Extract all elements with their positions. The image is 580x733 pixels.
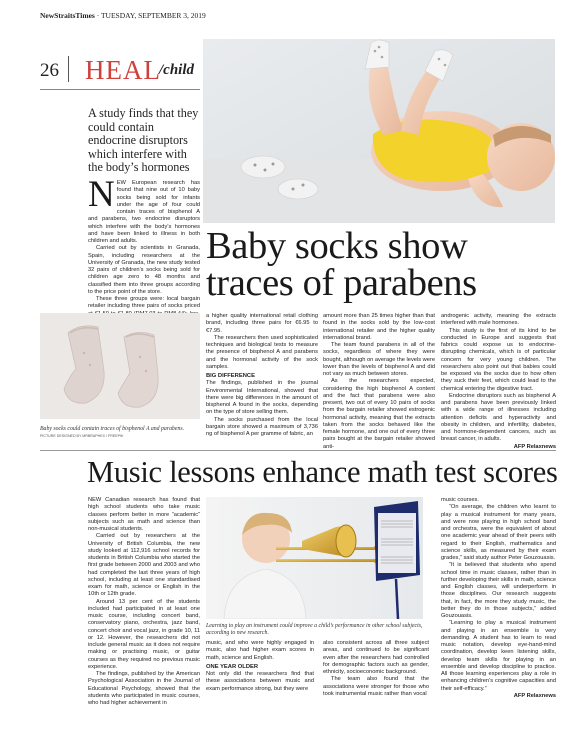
article1-paragraph: The findings, published in the journal Environmental International, showed that there were big differences in the amount of bisphenol A found in the socks, depending on the type of store selling them. — [206, 380, 318, 416]
article2-byline: AFP Relaxnews — [513, 692, 556, 699]
socks-photo-credit: PICTURE DESIGNED BY MRBRAPHEX / FREEPIK — [40, 434, 124, 438]
article2-paragraph: The team also found that the associations were stronger for those who took instrumental music rather than vocal — [323, 676, 429, 697]
article1-headline — [206, 225, 556, 304]
article2-paragraph: “Learning to play a musical instrument and playing in an ensemble is very demanding. A student has to learn to read music notation, develop eye-hand-mind coordination, develop keen listening skills, develop team skills for playing in an ensemble and develop discipline to practice. All those learning experiences play a role in enhancing children’s cognitive capacities and their self-efficacy.” — [441, 620, 556, 692]
article2-paragraph: also consistent across all three subject areas, and continued to be significant even after the researchers had controlled for demographic factors such as gender, ethnicity, socioeconomic background. — [323, 640, 429, 675]
music-photo-caption: Learning to play an instrument could improve a child’s performance in other school subjects, according to new research. — [206, 623, 423, 637]
article1-paragraph: The team found parabens in all of the socks, regardless of where they were bought, although on average the levels were lower than the levels of bisphenol A and did not vary as much between stores. — [323, 342, 435, 377]
article1-column-3 — [323, 313, 435, 451]
article1-headline-line1: Baby socks show — [206, 225, 468, 267]
article1-byline: AFP Relaxnews — [513, 443, 556, 450]
socks-photo-illustration — [40, 313, 200, 419]
section-divider — [68, 56, 69, 82]
article2-subhead: ONE YEAR OLDER — [206, 663, 259, 670]
article2-headline: Music lessons enhance math test scores — [87, 455, 558, 489]
article2-byline-row — [441, 693, 556, 700]
socks-photo — [40, 313, 200, 419]
section-subname: /child — [159, 62, 195, 78]
baby-photo-illustration — [203, 39, 555, 223]
music-photo-illustration — [206, 497, 423, 619]
article1-paragraph: androgenic activity, meaning the extracts interfered with male hormones. — [441, 313, 556, 327]
top-rule — [40, 89, 200, 90]
article2-paragraph: Carried out by researchers at the University of British Columbia, the new study looked at 112,916 school records for students in British Columbia who started the first grade between 2000 and 2003 and who had completed the last three years of high school, including at least one standardised exam for math, science or English in the 10th or 12th grade. — [88, 533, 200, 598]
article2-column-4 — [441, 497, 556, 700]
article1-paragraph: amount more than 25 times higher than that found in the socks sold by the low-cost international retailer and the higher quality international brand. — [323, 313, 435, 341]
article1-column-1 — [88, 174, 200, 332]
article1-dropcap: N — [88, 174, 115, 215]
article1-column-2 — [206, 313, 318, 438]
article1-paragraph: These three groups were: local bargain retailer including three pairs of socks priced — [88, 296, 200, 310]
article2-paragraph: Not only did the researchers find that these associations between music and exam performance strong, but they were — [206, 671, 314, 692]
article1-standfirst: A study finds that they could contain endocrine disruptors which interfere with the body’s hormones — [88, 106, 199, 174]
article1-subhead: BIG DIFFERENCE — [206, 373, 255, 379]
article2-column-3 — [323, 640, 429, 698]
section-name: HEAL — [85, 55, 161, 85]
article2-paragraph: NEW Canadian research has found that high school students who take music classes perform better in more “academic” subjects such as math and science than non-musical students. — [88, 497, 200, 532]
article1-paragraph: a higher quality international retail clothing brand, including three pairs for €6.95 to €7.95. — [206, 313, 318, 334]
article2-column-1 — [88, 497, 200, 707]
article1-paragraph: The socks purchased from the local bargain store showed a maximum of 3,736 ng of bisphenol A per gramme of fabric, an — [206, 416, 318, 437]
socks-caption: Baby socks could contain traces of bisphenol A and parabens. — [40, 426, 185, 432]
article1-paragraph: The researchers then used sophisticated techniques and biological tests to measure the presence of bisphenol A and parabens and the hormonal activity of the sock samples. — [206, 334, 318, 370]
article2-paragraph: The findings, published by the American Psychological Association in the Journal of Educational Psychology, showed that the students who participated in music courses, who had higher achievement in — [88, 671, 200, 706]
article1-paragraph: Endocrine disruptors such as bisphenol A and parabens have been previously linked with a wide range of illnesses including attention deficits and hyperactivity and obesity in children, and infertility, diabetes, and hormone-dependent cancers, such as breast cancer, in adults. — [441, 392, 556, 443]
masthead — [40, 11, 206, 20]
article2-paragraph: Around 13 per cent of the students included had participated in at least one music course, including concert band, conservatory piano, orchestra, jazz band, concert choir and vocal jazz, in grade 10, 11 or 12. However, the researchers did not include general music as it does not require making or practising music, or guitar courses as they required no previous music experience. — [88, 598, 200, 670]
article2-paragraph: music courses. — [441, 497, 479, 503]
article1-headline-line2: traces of parabens — [206, 262, 477, 304]
article2-column-2 — [206, 640, 314, 693]
article2-paragraph: “It is believed that students who spend school time in music classes, rather than in further developing their skills in math, science and English classes, will underperform in those disciplines. Our research suggests that, in fact, the more they study music, the better they do in those subjects,” added Gouzouasis. — [441, 562, 556, 619]
article-divider — [40, 450, 556, 451]
article2-paragraph: “On average, the children who learnt to play a musical instrument for many years, and were now playing in high school band and orchestra, were the equivalent of about one academic year ahead of their peers with regard to their English, mathematics and science skills, as measured by their exam grades,” said study author Peter Gouzouasis. — [441, 504, 556, 561]
article2-paragraph: music, and who were highly engaged in music, also had higher exam scores in math, science and English. — [206, 640, 314, 661]
music-photo — [206, 497, 423, 619]
article1-paragraph: As the researchers expected, considering the high bisphenol A content and the fact that parabens were also present, two out of every 10 pairs of socks from the bargain retailer showed estrogenic hormonal activity, meaning that the extracts taken from the socks behaved like the female hormone, and one out of every three pairs bought at the bargain retailer showed anti- — [323, 378, 435, 450]
article1-paragraph: EW European research has found that nine out of 10 baby socks being sold for infants under the age of four could contain traces of bisphenol A and parabens, two endocrine disruptors which interfere with the body’s hormones and have been linked to illness in both children and adults. — [88, 180, 200, 244]
page-number: 26 — [40, 60, 59, 81]
masthead-date: · TUESDAY, SEPTEMBER 3, 2019 — [94, 11, 206, 20]
baby-photo — [203, 39, 555, 223]
article1-paragraph: Carried out by scientists in Granada, Spain, including researchers at the University of Granada, the new study tested 32 pairs of children’s socks being sold for children age zero to 48 months and classified them into three groups according to the price point of the store. — [88, 245, 200, 295]
article1-paragraph: This study is the first of its kind to be conducted in Europe and suggests that fabrics could expose us to endocrine-disrupting chemicals, which is of particular concern for very young children. The researchers also point out that babies could be exposed via the socks due to how often they suck their feet, which could lead to the chemical entering the digestive tract. — [441, 327, 556, 392]
article1-column-4 — [441, 313, 556, 451]
masthead-paper: NewStraitsTimes — [40, 11, 95, 20]
